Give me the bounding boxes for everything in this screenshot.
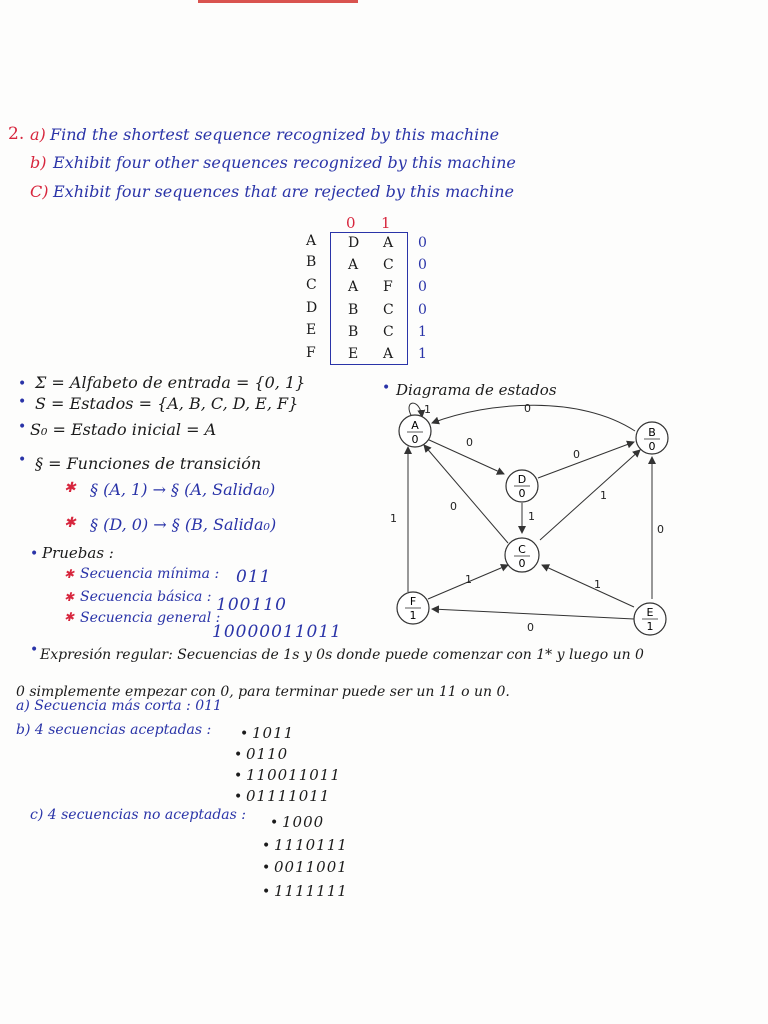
bullet-icon: •: [30, 642, 39, 658]
question-a-text: Find the shortest sequence recognized by this machine: [50, 125, 500, 144]
accepted-sequence: 1011: [252, 724, 295, 742]
table-cell: C: [383, 257, 394, 273]
state-node-b-output: 0: [648, 440, 656, 453]
definition-initial: S₀ = Estado inicial = A: [30, 420, 217, 439]
table-header-0: 0: [346, 214, 356, 232]
table-cell: A: [348, 257, 359, 273]
page-edge-mark: [198, 0, 358, 3]
bullet-icon: •: [262, 884, 271, 900]
edge-label: 1: [600, 489, 607, 502]
diagram-nodes: [397, 415, 668, 635]
rejected-sequence: 1000: [282, 813, 325, 831]
table-cell: A: [348, 279, 359, 295]
state-node-b-label: B: [648, 426, 656, 439]
pruebas-basica-label: Secuencia básica :: [80, 589, 212, 605]
rejected-sequence: 0011001: [274, 858, 348, 876]
bullet-icon: •: [18, 452, 27, 468]
pruebas-basica-value: 100110: [216, 595, 287, 615]
definition-states: S = Estados = {A, B, C, D, E, F}: [35, 394, 299, 413]
bullet-icon: •: [18, 394, 27, 410]
edge-label: 0: [527, 621, 534, 634]
rejected-sequence: 1111111: [274, 882, 348, 900]
edge-e-to-f: [432, 609, 634, 619]
edge-label: 0: [450, 500, 457, 513]
pruebas-general-value: 10000011011: [212, 622, 342, 642]
edge-label: 0: [657, 523, 664, 536]
asterisk-icon: ✱: [64, 567, 75, 581]
bullet-icon: •: [262, 838, 271, 854]
answer-c-label: c) 4 secuencias no aceptadas :: [30, 807, 247, 823]
table-output: 1: [418, 324, 427, 340]
state-node-e-label: E: [646, 606, 654, 619]
asterisk-icon: ✱: [64, 480, 76, 496]
question-b-text: Exhibit four other sequences recognized by this machine: [53, 153, 516, 172]
table-cell: F: [383, 279, 393, 295]
asterisk-icon: ✱: [64, 515, 76, 531]
edge-label: 1: [390, 512, 397, 525]
state-node-d-label: D: [517, 473, 527, 486]
table-cell: B: [348, 302, 359, 318]
edge-label: 1: [424, 403, 431, 416]
accepted-sequence: 110011011: [246, 766, 341, 784]
pruebas-general-label: Secuencia general :: [80, 610, 221, 626]
rejected-sequence: 1110111: [274, 836, 348, 854]
question-a-marker: a): [30, 125, 46, 144]
bullet-icon: •: [30, 546, 39, 562]
table-cell: B: [348, 324, 359, 340]
edge-label: 1: [465, 573, 472, 586]
table-cell: C: [383, 302, 394, 318]
state-diagram: [380, 395, 680, 645]
bullet-icon: •: [18, 376, 27, 392]
state-node-a-label: A: [411, 419, 419, 432]
definition-functions: § = Funciones de transición: [35, 454, 262, 473]
table-output: 1: [418, 346, 427, 362]
edge-d-to-b: [538, 442, 634, 478]
table-state: A: [306, 233, 317, 249]
diagram-edge-labels: [390, 402, 664, 634]
definition-example-1: § (A, 1) → § (A, Salida₀): [90, 480, 276, 499]
question-c-marker: C): [30, 182, 49, 201]
bullet-icon: •: [234, 747, 243, 763]
asterisk-icon: ✱: [64, 590, 75, 604]
question-b-marker: b): [30, 153, 47, 172]
state-node-f-output: 1: [409, 609, 417, 622]
table-cell: A: [383, 235, 394, 251]
bullet-icon: •: [382, 380, 391, 396]
edge-label: 0: [573, 448, 580, 461]
answer-a: a) Secuencia más corta : 011: [16, 698, 222, 714]
table-state: D: [306, 300, 318, 316]
answer-b-label: b) 4 secuencias aceptadas :: [16, 722, 212, 738]
edge-c-to-a: [424, 445, 508, 543]
definition-sigma: Σ = Alfabeto de entrada = {0, 1}: [35, 373, 306, 392]
regex-line-2: 0 simplemente empezar con 0, para terminar puede ser un 11 o un 0.: [16, 684, 510, 700]
table-cell: C: [383, 324, 394, 340]
state-node-e-output: 1: [646, 620, 654, 633]
bullet-icon: •: [234, 789, 243, 805]
bullet-icon: •: [234, 768, 243, 784]
state-node-a-output: 0: [411, 433, 419, 446]
state-node-f-label: F: [409, 595, 417, 608]
question-c-text: Exhibit four sequences that are rejected by this machine: [53, 182, 514, 201]
table-header-1: 1: [381, 214, 391, 232]
accepted-sequence: 01111011: [246, 787, 331, 805]
edge-label: 1: [594, 578, 601, 591]
pruebas-title: Pruebas :: [42, 544, 114, 562]
diagram-title: Diagrama de estados: [396, 381, 557, 399]
asterisk-icon: ✱: [64, 610, 75, 624]
edge-b-to-a: [432, 405, 635, 431]
table-state: E: [306, 322, 317, 338]
edge-label: 0: [524, 402, 531, 415]
bullet-icon: •: [240, 726, 249, 742]
bullet-icon: •: [262, 860, 271, 876]
table-state: B: [306, 254, 317, 270]
regex-line-1: Expresión regular: Secuencias de 1s y 0s donde puede comenzar con 1* y luego un 0: [40, 647, 644, 663]
edge-e-to-c: [542, 565, 634, 607]
definition-example-2: § (D, 0) → § (B, Salida₀): [90, 515, 277, 534]
table-cell: D: [348, 235, 360, 251]
state-node-c-label: C: [518, 543, 526, 556]
accepted-sequence: 0110: [246, 745, 289, 763]
bullet-icon: •: [270, 815, 279, 831]
edge-label: 1: [528, 510, 535, 523]
bullet-icon: •: [18, 419, 27, 435]
state-node-d-output: 0: [518, 487, 526, 500]
state-node-c-output: 0: [518, 557, 526, 570]
edge-label: 0: [466, 436, 473, 449]
table-cell: E: [348, 346, 359, 362]
transition-table-box: [330, 232, 408, 365]
table-output: 0: [418, 257, 427, 273]
table-cell: A: [383, 346, 394, 362]
table-state: F: [306, 345, 316, 361]
question-number: 2.: [8, 124, 25, 144]
pruebas-minima-label: Secuencia mínima :: [80, 566, 220, 582]
table-output: 0: [418, 302, 427, 318]
edge-c-to-b: [540, 450, 640, 540]
pruebas-minima-value: 011: [236, 567, 272, 587]
table-output: 0: [418, 279, 427, 295]
table-state: C: [306, 277, 317, 293]
table-output: 0: [418, 235, 427, 251]
